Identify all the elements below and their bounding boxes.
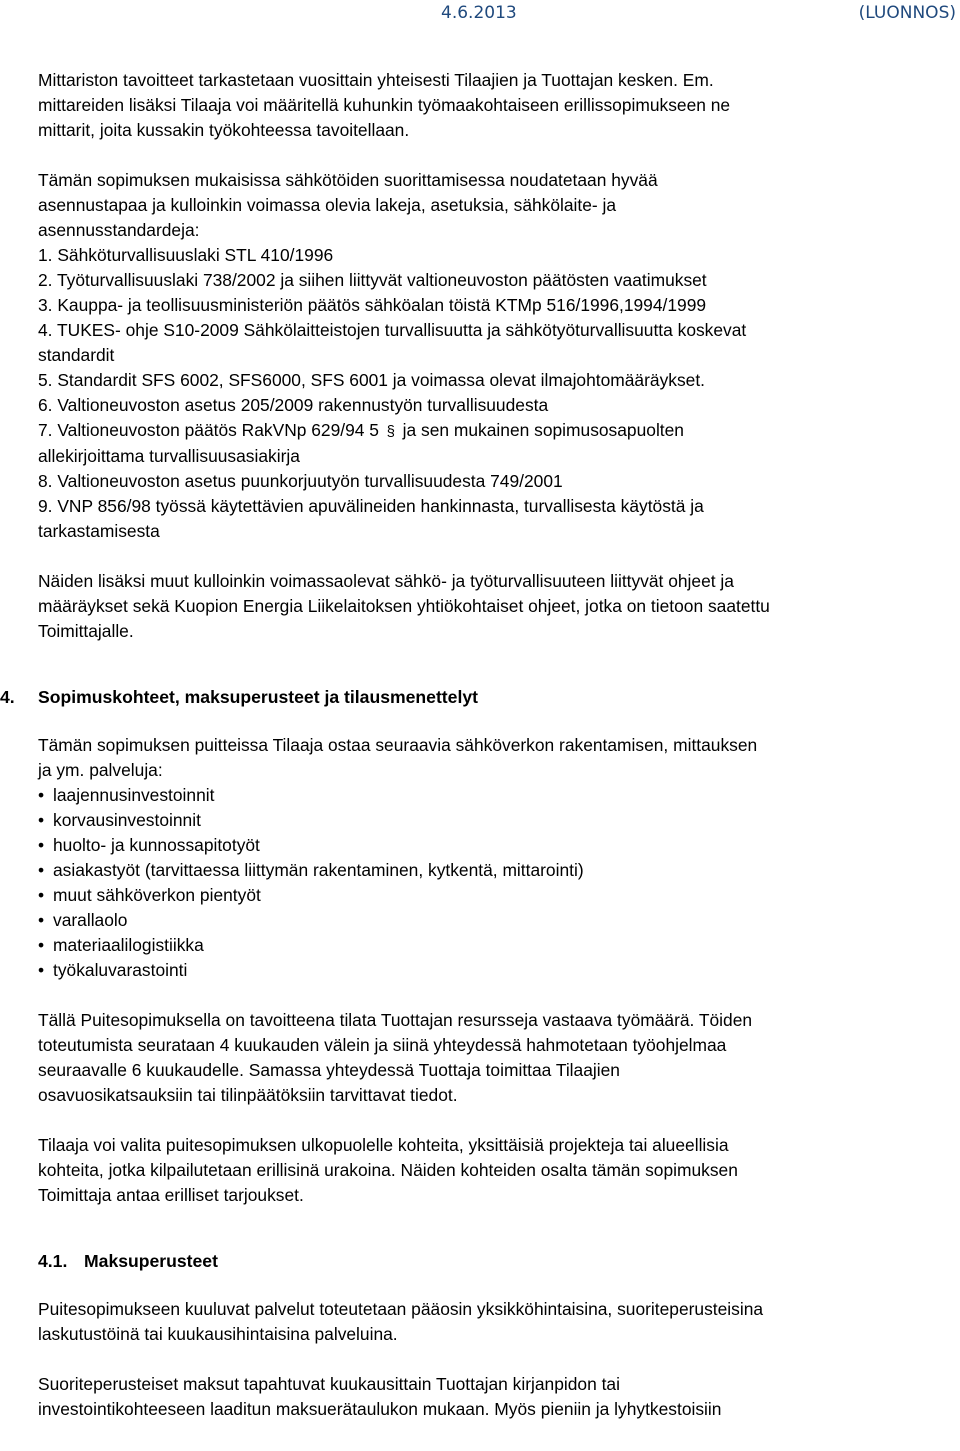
list-item: • laajennusinvestoinnit bbox=[38, 783, 956, 808]
text-line: Tämän sopimuksen puitteissa Tilaaja ostaa seuraavia sähköverkon rakentamisen, mittauksen bbox=[38, 735, 758, 755]
text-line: seuraavalle 6 kuukaudelle. Samassa yhteydessä Tuottaja toimittaa Tilaajien bbox=[38, 1060, 620, 1080]
page-header bbox=[0, 0, 960, 26]
section-sign-icon: § bbox=[386, 423, 395, 440]
list-item: • materiaalilogistiikka bbox=[38, 933, 956, 958]
bullet-icon: • bbox=[38, 960, 45, 980]
regulation-item: 3. Kauppa- ja teollisuusministeriön päätös sähköalan töistä KTMp 516/1996,1994/1999 bbox=[38, 295, 707, 315]
regulation-item: standardit bbox=[38, 345, 115, 365]
regulation-list bbox=[38, 243, 956, 544]
paragraph-outside-scope bbox=[38, 1133, 956, 1208]
regulation-item: 4. TUKES- ohje S10-2009 Sähkölaitteistojen turvallisuutta ja sähkötyöturvallisuutta koskevat bbox=[38, 320, 747, 340]
text-line: mittareiden lisäksi Tilaaja voi määritellä kuhunkin työmaakohtaiseen erillissopimukseen ne bbox=[38, 95, 731, 115]
bullet-icon: • bbox=[38, 785, 45, 805]
regulation-text: 7. Valtioneuvoston päätös RakVNp 629/94 5 bbox=[38, 420, 379, 440]
text-line: investointikohteeseen laaditun maksuerätaulukon mukaan. Myös pieniin ja lyhytkestoisiin bbox=[38, 1399, 722, 1419]
regulation-item: allekirjoittama turvallisuusasiakirja bbox=[38, 446, 300, 466]
bullet-icon: • bbox=[38, 935, 45, 955]
regulation-item: 5. Standardit SFS 6002, SFS6000, SFS 6001 ja voimassa olevat ilmajohtomääräykset. bbox=[38, 370, 705, 390]
bullet-icon: • bbox=[38, 885, 45, 905]
regulation-item: tarkastamisesta bbox=[38, 521, 160, 541]
services-list bbox=[38, 783, 956, 983]
section-number: 4. bbox=[0, 687, 15, 707]
section-heading-4 bbox=[0, 685, 956, 710]
regulation-item: 1. Sähköturvallisuuslaki STL 410/1996 bbox=[38, 245, 334, 265]
paragraph-standards-intro bbox=[38, 168, 956, 243]
list-item: • asiakastyöt (tarvittaessa liittymän rakentaminen, kytkentä, mittarointi) bbox=[38, 858, 956, 883]
list-item: • korvausinvestoinnit bbox=[38, 808, 956, 833]
text-line: asennusstandardeja: bbox=[38, 220, 200, 240]
list-item: • työkaluvarastointi bbox=[38, 958, 956, 983]
text-line: Suoriteperusteiset maksut tapahtuvat kuukausittain Tuottajan kirjanpidon tai bbox=[38, 1374, 620, 1394]
list-item: • huolto- ja kunnossapitotyöt bbox=[38, 833, 956, 858]
text-line: Tällä Puitesopimuksella on tavoitteena tilata Tuottajan resursseja vastaava työmäärä. Töiden bbox=[38, 1010, 753, 1030]
section-title: Sopimuskohteet, maksuperusteet ja tilausmenettelyt bbox=[38, 687, 478, 707]
text-line: Näiden lisäksi muut kulloinkin voimassaolevat sähkö- ja työturvallisuuteen liittyvät ohjeet ja bbox=[38, 571, 734, 591]
text-line: määräykset sekä Kuopion Energia Liikelaitoksen yhtiökohtaiset ohjeet, jotka on tietoon saatettu bbox=[38, 596, 770, 616]
text-line: ja ym. palveluja: bbox=[38, 760, 163, 780]
bullet-icon: • bbox=[38, 910, 45, 930]
paragraph-metrics bbox=[38, 68, 956, 143]
section-heading-4-1 bbox=[38, 1249, 956, 1274]
paragraph-payment-basis bbox=[38, 1297, 956, 1347]
text-line: Toimittajalle. bbox=[38, 621, 134, 641]
text-line: laskutustöinä tai kuukausihintaisina palveluina. bbox=[38, 1324, 398, 1344]
document-body bbox=[0, 68, 956, 1422]
text-line: toteutumista seurataan 4 kuukauden välein ja siinä yhteydessä hahmotetaan työohjelmaa bbox=[38, 1035, 727, 1055]
text-line: asennustapaa ja kulloinkin voimassa olevia lakeja, asetuksia, sähkölaite- ja bbox=[38, 195, 617, 215]
paragraph-goal bbox=[38, 1008, 956, 1108]
section-title: Maksuperusteet bbox=[84, 1251, 218, 1271]
paragraph-performance-payments bbox=[38, 1372, 956, 1422]
bullet-icon: • bbox=[38, 810, 45, 830]
regulation-text: ja sen mukainen sopimusosapuolten bbox=[402, 420, 684, 440]
text-line: Tilaaja voi valita puitesopimuksen ulkopuolelle kohteita, yksittäisiä projekteja tai alueellisia bbox=[38, 1135, 729, 1155]
header-status: (LUONNOS) bbox=[858, 3, 956, 23]
paragraph-other-instructions bbox=[38, 569, 956, 644]
regulation-item: 8. Valtioneuvoston asetus puunkorjuutyön turvallisuudesta 749/2001 bbox=[38, 471, 563, 491]
header-date: 4.6.2013 bbox=[441, 3, 517, 23]
regulation-item bbox=[38, 418, 956, 444]
bullet-icon: • bbox=[38, 860, 45, 880]
list-item: • varallaolo bbox=[38, 908, 956, 933]
regulation-item: 2. Työturvallisuuslaki 738/2002 ja siihen liittyvät valtioneuvoston päätösten vaatimukset bbox=[38, 270, 707, 290]
list-item: • muut sähköverkon pientyöt bbox=[38, 883, 956, 908]
text-line: Toimittaja antaa erilliset tarjoukset. bbox=[38, 1185, 304, 1205]
text-line: osavuosikatsauksiin tai tilinpäätöksiin tarvittavat tiedot. bbox=[38, 1085, 458, 1105]
regulation-item: 6. Valtioneuvoston asetus 205/2009 rakennustyön turvallisuudesta bbox=[38, 395, 549, 415]
text-line: Tämän sopimuksen mukaisissa sähkötöiden suorittamisessa noudatetaan hyvää bbox=[38, 170, 658, 190]
text-line: kohteita, jotka kilpailutetaan erillisinä urakoina. Näiden kohteiden osalta tämän sopimuksen bbox=[38, 1160, 738, 1180]
section-number: 4.1. bbox=[38, 1251, 68, 1271]
paragraph-services-intro bbox=[38, 733, 956, 783]
text-line: mittarit, joita kussakin työkohteessa tavoitellaan. bbox=[38, 120, 410, 140]
text-line: Puitesopimukseen kuuluvat palvelut toteutetaan pääosin yksikköhintaisina, suoriteperusteisina bbox=[38, 1299, 764, 1319]
regulation-item: 9. VNP 856/98 työssä käytettävien apuvälineiden hankinnasta, turvallisesta käytöstä ja bbox=[38, 496, 704, 516]
text-line: Mittariston tavoitteet tarkastetaan vuosittain yhteisesti Tilaajien ja Tuottajan kesken. Em. bbox=[38, 70, 714, 90]
bullet-icon: • bbox=[38, 835, 45, 855]
